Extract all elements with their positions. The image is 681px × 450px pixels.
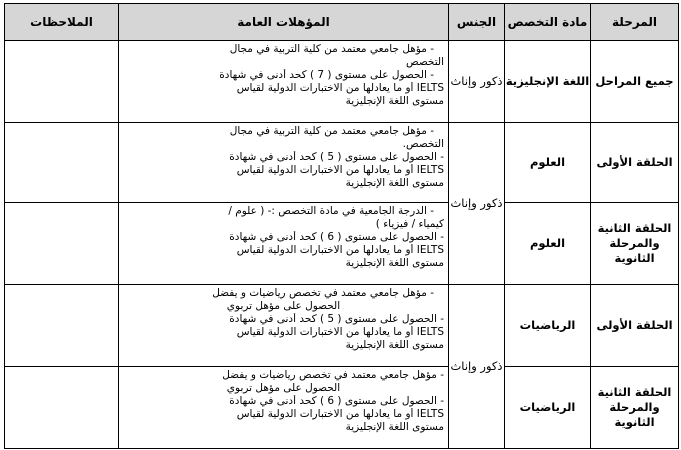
table-row: [5, 41, 679, 123]
qual-line: - مؤهل جامعي معتمد في تخصص رياضيات و يفضل: [222, 369, 444, 381]
header-qualifications: المؤهلات العامة: [119, 4, 449, 41]
qual-line: مستوى اللغة الإنجليزية: [345, 421, 444, 433]
qual-line: - الحصول على مستوى ( 6 ) كحد أدنى في شهادة: [229, 395, 444, 407]
qual-line: - مؤهل جامعي معتمد في تخصص رياضيات و يفضل: [212, 287, 434, 299]
qual-line: الحصول على مؤهل تربوي: [226, 300, 341, 312]
qual-line: - الحصول على مستوى ( 6 ) كحد أدنى في شهادة: [229, 231, 444, 243]
qual-line: التخصص.: [402, 138, 444, 150]
stage-cell: الحلقة الثانية والمرحلة الثانوية: [591, 367, 679, 449]
gender-cell: ذكور وإناث: [449, 123, 505, 285]
header-gender: الجنس: [449, 4, 505, 41]
notes-cell: [5, 203, 119, 285]
table-header-row: [5, 4, 679, 41]
qual-line: مستوى اللغة الإنجليزية: [345, 95, 444, 107]
qualifications-cell: [119, 123, 449, 203]
stage-cell: الحلقة الأولى: [591, 285, 679, 367]
qual-line: - مؤهل جامعي معتمد من كلية التربية في مجال: [229, 43, 434, 55]
qual-line: - مؤهل جامعي معتمد من كلية التربية في مجال: [229, 125, 434, 137]
subject-cell: العلوم: [505, 123, 591, 203]
qual-line: - الحصول على مستوى ( 5 ) كحد أدنى في شهادة: [229, 151, 444, 163]
table-row: [5, 123, 679, 203]
notes-cell: [5, 367, 119, 449]
qualifications-cell: [119, 203, 449, 285]
notes-cell: [5, 285, 119, 367]
table-row: [5, 367, 679, 449]
stage-cell: جميع المراحل: [591, 41, 679, 123]
qual-line: - الحصول على مستوى ( 7 ) كحد أدنى في شهادة: [219, 69, 434, 81]
table-row: [5, 285, 679, 367]
qualifications-cell: [119, 367, 449, 449]
qual-line: - الحصول على مستوى ( 5 ) كحد أدنى في شهادة: [229, 313, 444, 325]
stage-cell: الحلقة الثانية والمرحلة الثانوية: [591, 203, 679, 285]
qual-line: كيمياء / فيزياء ): [375, 218, 444, 230]
qual-line: مستوى اللغة الإنجليزية: [345, 339, 444, 351]
subject-cell: اللغة الإنجليزية: [505, 41, 591, 123]
qual-line: IELTS أو ما يعادلها من الاختبارات الدولية لقياس: [236, 326, 444, 338]
qualifications-cell: [119, 41, 449, 123]
subject-cell: الرياضيات: [505, 285, 591, 367]
gender-cell: ذكور وإناث: [449, 41, 505, 123]
subject-cell: الرياضيات: [505, 367, 591, 449]
subject-cell: العلوم: [505, 203, 591, 285]
qual-line: IELTS أو ما يعادلها من الاختبارات الدولية لقياس: [236, 408, 444, 420]
header-stage: المرحلة: [591, 4, 679, 41]
qual-line: IELTS أو ما يعادلها من الاختبارات الدولية لقياس: [236, 164, 444, 176]
qual-line: مستوى اللغة الإنجليزية: [345, 257, 444, 269]
qual-line: IELTS أو ما يعادلها من الاختبارات الدولية لقياس: [236, 244, 444, 256]
qual-line: التخصص: [405, 56, 444, 68]
qualifications-cell: [119, 285, 449, 367]
qual-line: IELTS أو ما يعادلها من الاختبارات الدولية لقياس: [236, 82, 444, 94]
stage-cell: الحلقة الأولى: [591, 123, 679, 203]
qual-line: مستوى اللغة الإنجليزية: [345, 177, 444, 189]
header-subject: مادة التخصص: [505, 4, 591, 41]
notes-cell: [5, 123, 119, 203]
qualifications-table: [4, 3, 679, 449]
qual-line: - الدرجة الجامعية في مادة التخصص :- ( علوم /: [228, 205, 434, 217]
notes-cell: [5, 41, 119, 123]
gender-cell: ذكور وإناث: [449, 285, 505, 449]
qual-line: الحصول على مؤهل تربوي: [226, 382, 341, 394]
table-row: [5, 203, 679, 285]
header-notes: الملاحظات: [5, 4, 119, 41]
